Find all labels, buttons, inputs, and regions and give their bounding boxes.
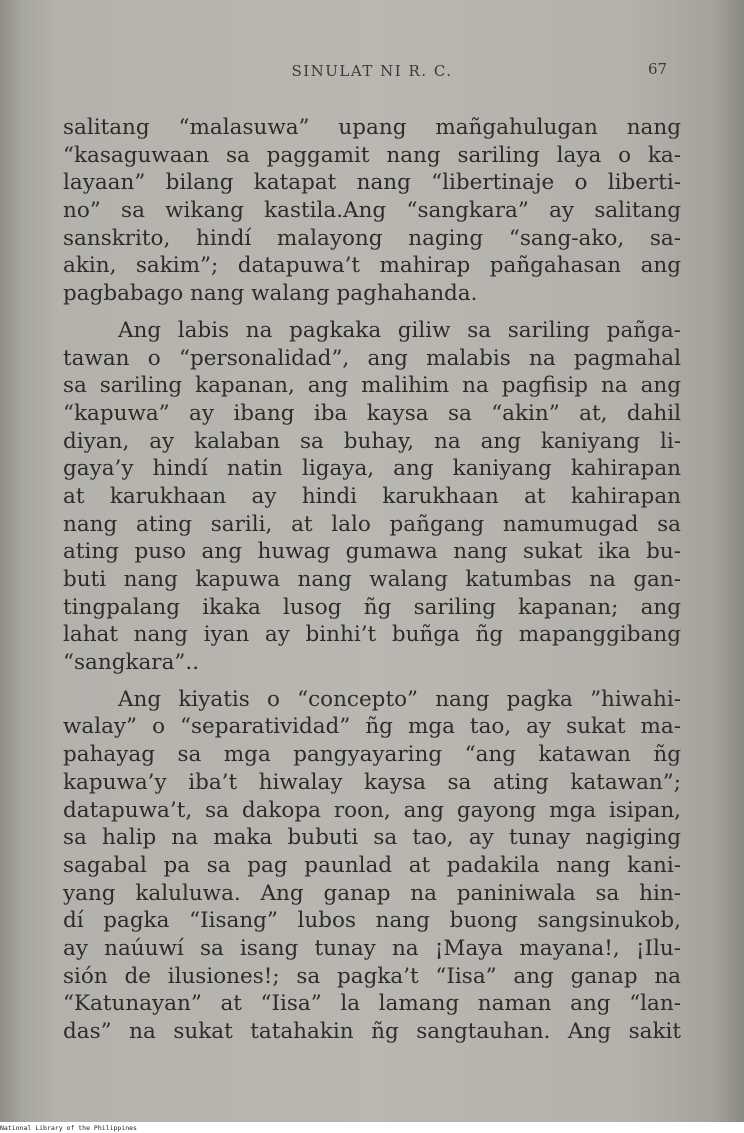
text-line: nang ating sarili, at lalo pañgang namumugad sa: [63, 511, 681, 537]
text-line: yang kaluluwa. Ang ganap na paniniwala sa hin-: [63, 880, 681, 906]
paragraph-start: Ang kiyatis o “concepto” nang pagka ”hiwahi-: [118, 686, 681, 712]
page-number: 67: [648, 60, 668, 78]
text-line: tingpalang ikaka lusog ñg sariling kapanan; ang: [63, 594, 681, 620]
text-line: ating puso ang huwag gumawa nang sukat ika bu-: [63, 539, 681, 565]
text-line: kapuwa’y iba’t hiwalay kaysa sa ating katawan”;: [63, 769, 681, 795]
text-line: lahat nang iyan ay binhi’t buñga ñg mapanggibang: [63, 622, 681, 648]
text-line: akin, sakim”; datapuwa’t mahirap pañgahasan ang: [63, 253, 681, 279]
text-line: walay” o “separatividad” ñg mga tao, ay sukat ma-: [63, 714, 681, 740]
text-line: no” sa wikang kastila.Ang “sangkara” ay salitang: [63, 198, 681, 224]
text-line: “Katunayan” at “Iisa” la lamang naman ang “lan-: [63, 991, 681, 1017]
text-line: dí pagka “Iisang” lubos nang buong sangsinukob,: [63, 908, 681, 934]
text-line: diyan, ay kalaban sa buhay, na ang kaniyang li-: [63, 428, 681, 454]
text-line: “kapuwa” ay ibang iba kaysa sa “akin” at, dahil: [63, 400, 681, 426]
text-line: “sangkara”..: [63, 650, 200, 676]
text-line: sanskrito, hindí malayong naging “sang-ako, sa-: [63, 225, 681, 251]
paragraph-start: Ang labis na pagkaka giliw sa sariling pañga-: [118, 317, 681, 343]
running-head: SINULAT NI R. C.: [291, 62, 453, 80]
text-line: sión de ilusiones!; sa pagka’t “Iisa” ang ganap na: [63, 963, 681, 989]
text-line: sa sariling kapanan, ang malihim na pagfisip na ang: [63, 373, 681, 399]
text-line: das” na sukat tatahakin ñg sangtauhan. Ang sakit: [63, 1019, 681, 1044]
body-text: [63, 114, 681, 1046]
footer-credit: National Library of the Philippines: [0, 1124, 137, 1132]
text-line: sagabal pa sa pag paunlad at padakila nang kani-: [63, 852, 681, 878]
text-line: ay naúuwí sa isang tunay na ¡Maya mayana!, ¡Ilu-: [63, 935, 681, 961]
text-line: gaya’y hindí natin ligaya, ang kaniyang kahirapan: [63, 456, 681, 482]
text-line: buti nang kapuwa nang walang katumbas na gan-: [63, 567, 681, 592]
text-line: sa halip na maka bubuti sa tao, ay tunay nagiging: [63, 825, 681, 851]
text-line: layaan” bilang katapat nang “libertinaje o liberti-: [63, 170, 681, 196]
text-line: datapuwa’t, sa dakopa roon, ang gayong mga isipan,: [63, 797, 681, 823]
text-line: pahayag sa mga pangyayaring “ang katawan ñg: [63, 742, 681, 768]
text-line: pagbabago nang walang paghahanda.: [63, 281, 478, 307]
text-line: salitang “malasuwa” upang mañgahulugan nang: [63, 115, 681, 140]
text-line: at karukhaan ay hindi karukhaan at kahirapan: [63, 483, 681, 509]
text-line: tawan o “personalidad”, ang malabis na pagmahal: [63, 345, 681, 371]
text-line: “kasaguwaan sa paggamit nang sariling laya o ka-: [63, 142, 681, 168]
